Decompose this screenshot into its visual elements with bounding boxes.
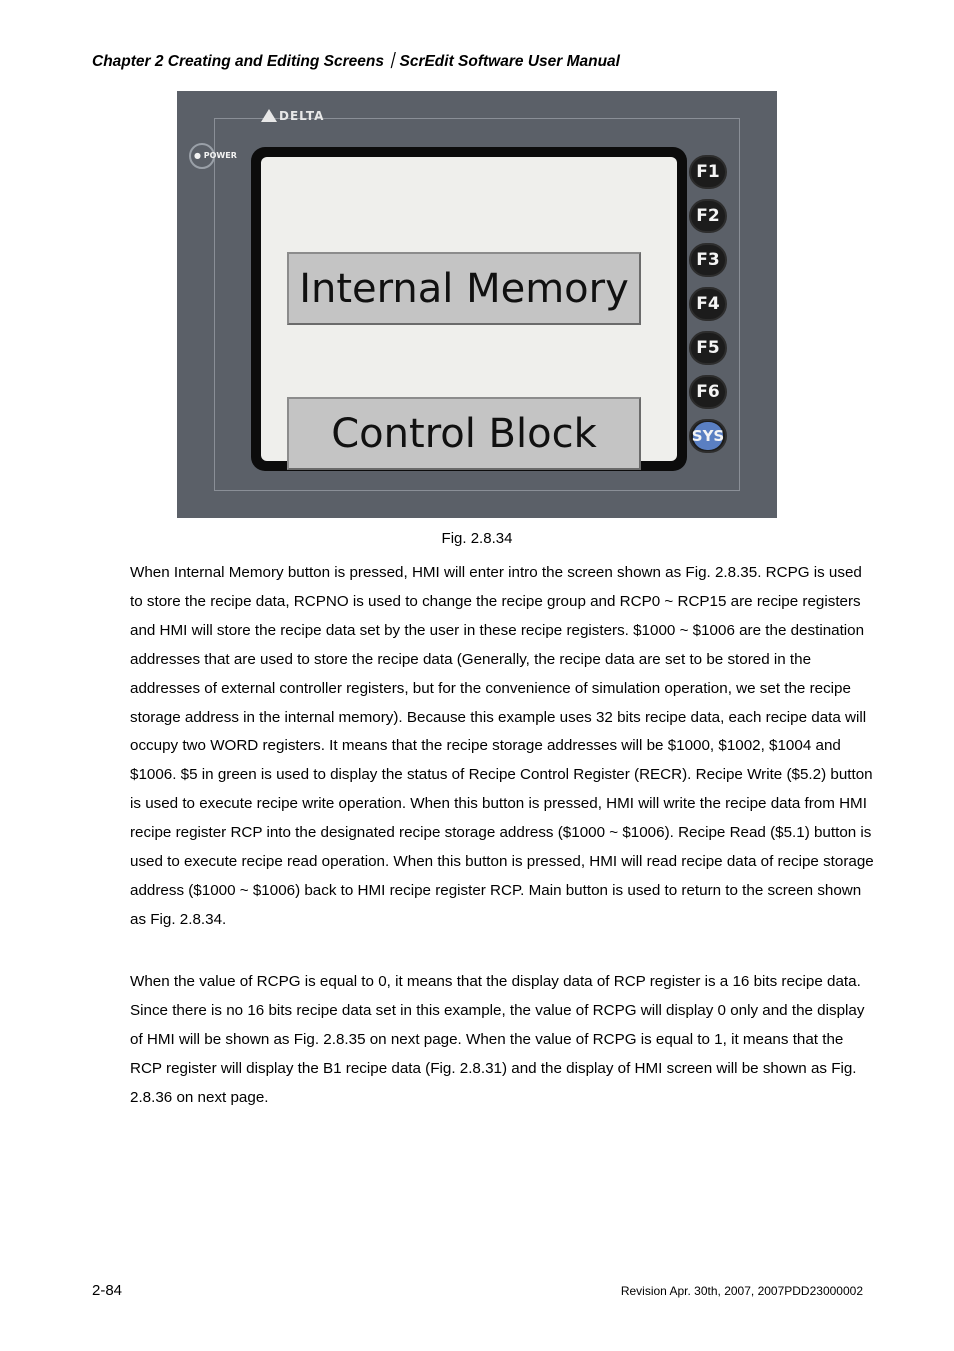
f3-key[interactable] — [689, 243, 727, 277]
delta-triangle-icon — [261, 109, 277, 122]
figure-caption: Fig. 2.8.34 — [441, 530, 513, 547]
sys-key-label: SYS — [691, 427, 725, 445]
body-paragraph-1: When Internal Memory button is pressed, HMI will enter intro the screen shown as Fig. 2.8.35. RCPG is used to store the recipe data, RCPNO is used to change the recipe group and RCP0 ~ RCP15 are recipe registers and HMI will store the recipe data set by the user in these recipe registers. $1000 ~ $1006 are the destination addresses that are used to store the recipe data (Generally, the recipe data are set to be stored in the addresses of external controller registers, but for the convenience of simulation operation, we set the recipe storage address in the internal memory). Because this example uses 32 bits recipe data, each recipe data will occupy two WORD registers. It means that the recipe storage addresses will be $1000, $1002, $1004 and $1006. $5 in green is used to display the status of Recipe Control Register (RECR). Recipe Write ($5.2) button is used to execute recipe write operation. When this button is pressed, HMI will write the recipe data from HMI recipe register RCP into the designated recipe storage address ($1000 ~ $1006). Recipe Read ($5.1) button is used to execute recipe read operation. When this button is pressed, HMI will read recipe data of recipe storage address ($1000 ~ $1006) back to HMI recipe register RCP. Main button is used to return to the screen shown as Fig. 2.8.34. — [130, 564, 874, 928]
revision-note: Revision Apr. 30th, 2007, 2007PDD23000002 — [620, 1284, 863, 1298]
body-paragraph-2: When the value of RCPG is equal to 0, it means that the display data of RCP register is a 16 bits recipe data. Since there is no 16 bits recipe data set in this example, the value of RCPG will display 0 only and the display of HMI will be shown as Fig. 2.8.35 on next page. When the value of RCPG is equal to 1, it means that the RCP register will display the B1 recipe data (Fig. 2.8.31) and the display of HMI screen will be shown as Fig. 2.8.36 on next page. — [130, 973, 865, 1106]
hmi-panel-figure — [177, 91, 777, 518]
screen-bezel — [251, 147, 687, 471]
running-header: Chapter 2 Creating and Editing Screens｜ScrEdit Software User Manual — [92, 53, 620, 70]
f5-key[interactable] — [689, 331, 727, 365]
control-block-button[interactable]: Control Block — [287, 397, 641, 470]
sys-key[interactable] — [689, 419, 727, 453]
hmi-screen — [261, 157, 677, 461]
power-label: ● POWER — [194, 151, 237, 160]
f4-key-label: F4 — [696, 294, 720, 314]
internal-memory-button[interactable]: Internal Memory — [287, 252, 641, 325]
f3-key-label: F3 — [696, 250, 720, 270]
f1-key[interactable] — [689, 155, 727, 189]
f6-key[interactable] — [689, 375, 727, 409]
f1-key-label: F1 — [696, 162, 720, 182]
logo-text: DELTA — [279, 109, 325, 123]
f2-key-label: F2 — [696, 206, 720, 226]
f5-key-label: F5 — [696, 338, 720, 358]
delta-logo — [261, 109, 324, 123]
f4-key[interactable] — [689, 287, 727, 321]
sys-key-disc — [693, 422, 723, 450]
page-number: 2-84 — [92, 1282, 123, 1299]
f6-key-label: F6 — [696, 382, 720, 402]
f2-key[interactable] — [689, 199, 727, 233]
